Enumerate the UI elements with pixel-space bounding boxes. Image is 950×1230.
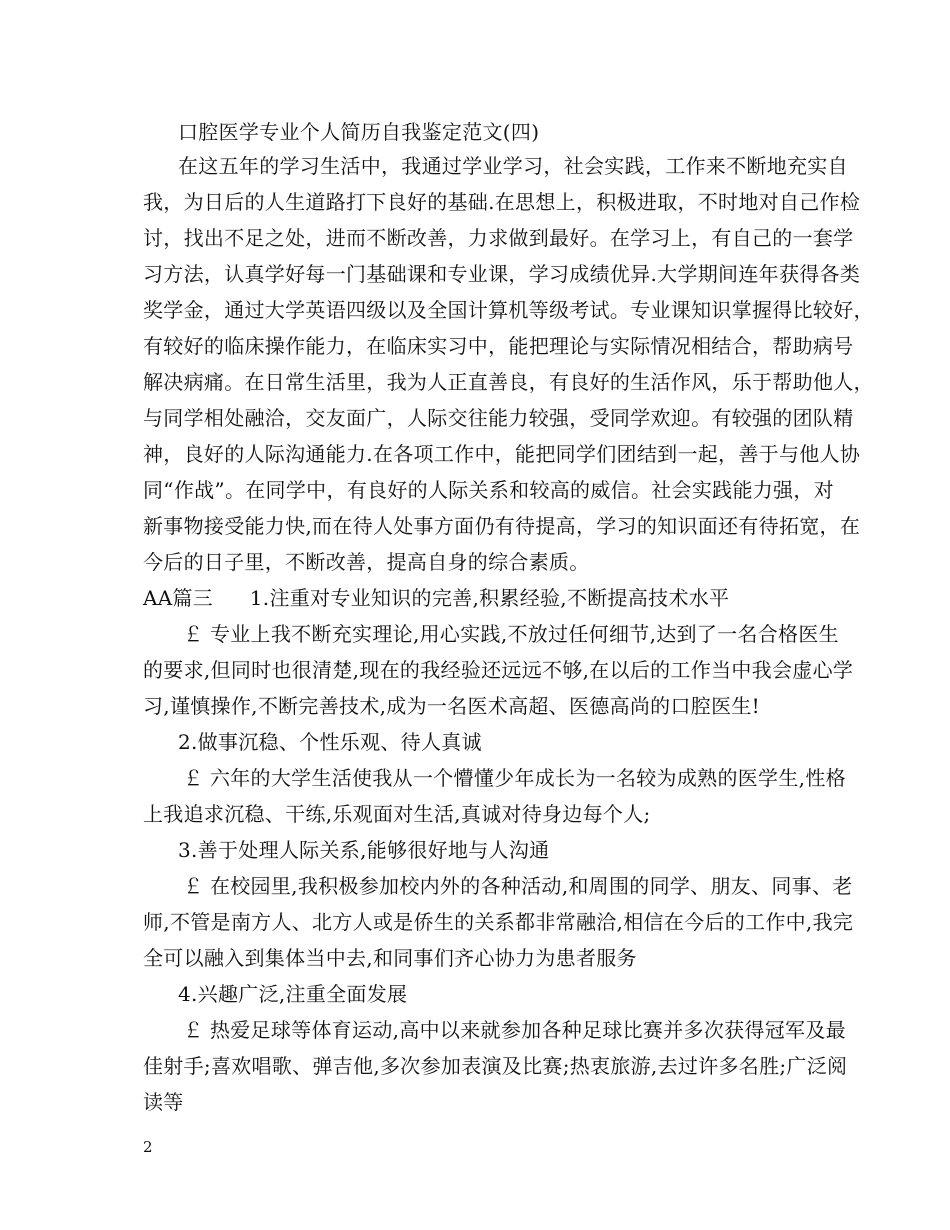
item1-body-line: 习,谨慎操作,不断完善技术,成为一名医术高超、医德高尚的口腔医生! (143, 694, 761, 718)
item2-body-line: ￡ 六年的大学生活使我从一个懵懂少年成长为一名较为成熟的医学生,性格 (183, 766, 846, 790)
item1-body-line: ￡ 专业上我不断充实理论,用心实践,不放过任何细节,达到了一名合格医生 (183, 622, 839, 646)
section-heading-row (143, 586, 729, 610)
item4-body-line: ￡ 热爱足球等体育运动,高中以来就参加各种足球比赛并多次获得冠军及最 (183, 1018, 846, 1042)
item3-body-line: 全可以融入到集体当中去,和同事们齐心协力为患者服务 (143, 946, 637, 970)
paragraph-line: 神，良好的人际沟通能力.在各项工作中，能把同学们团结到一起，善于与他人协 (143, 442, 861, 466)
item3-body-line: 师,不管是南方人、北方人或是侨生的关系都非常融洽,相信在今后的工作中,我完 (143, 910, 854, 934)
item2-heading: 2.做事沉稳、个性乐观、待人真诚 (178, 730, 482, 754)
item1-heading: 1.注重对专业知识的完善,积累经验,不断提高技术水平 (249, 586, 730, 610)
paragraph-line: 今后的日子里，不断改善，提高自身的综合素质。 (143, 550, 590, 574)
item3-body-line: ￡ 在校园里,我积极参加校内外的各种活动,和周围的同学、朋友、同事、老 (183, 874, 853, 898)
item4-body-line: 读等 (143, 1090, 184, 1114)
item4-heading: 4.兴趣广泛,注重全面发展 (178, 982, 408, 1006)
paragraph-line: 讨，找出不足之处，进而不断改善，力求做到最好。在学习上，有自己的一套学 (143, 226, 854, 250)
paragraph-line: 新事物接受能力快,而在待人处事方面仍有待提高，学习的知识面还有待拓宽，在 (143, 514, 861, 538)
paragraph-line: 习方法，认真学好每一门基础课和专业课，学习成绩优异.大学期间连年获得各类 (143, 262, 861, 286)
paragraph-line: 有较好的临床操作能力，在临床实习中，能把理论与实际情况相结合，帮助病号 (143, 334, 854, 358)
paragraph-line: 解决病痛。在日常生活里，我为人正直善良，有良好的生活作风，乐于帮助他人， (143, 370, 874, 394)
item3-heading: 3.善于处理人际关系,能够很好地与人沟通 (178, 838, 550, 862)
item4-body-line: 佳射手;喜欢唱歌、弹吉他,多次参加表演及比赛;热衷旅游,去过许多名胜;广泛阅 (143, 1054, 848, 1078)
paragraph-line: 与同学相处融洽，交友面广，人际交往能力较强，受同学欢迎。有较强的团队精 (143, 406, 854, 430)
section-label: AA篇三 (143, 586, 214, 610)
paragraph-line: 同“作战”。在同学中，有良好的人际关系和较高的威信。社会实践能力强，对 (143, 478, 834, 502)
page-number: 2 (143, 1138, 153, 1156)
paragraph-line: 我，为日后的人生道路打下良好的基础.在思想上，积极进取，不时地对自己作检 (143, 190, 861, 214)
paragraph-line: 奖学金，通过大学英语四级以及全国计算机等级考试。专业课知识掌握得比较好， (143, 298, 874, 322)
paragraph-line: 在这五年的学习生活中，我通过学业学习，社会实践，工作来不断地充实自 (178, 154, 848, 178)
item2-body-line: 上我追求沉稳、干练,乐观面对生活,真诚对待身边每个人; (143, 802, 651, 826)
document-title: 口腔医学专业个人简历自我鉴定范文(四) (178, 120, 540, 144)
item1-body-line: 的要求,但同时也很清楚,现在的我经验还远远不够,在以后的工作当中我会虚心学 (143, 658, 854, 682)
